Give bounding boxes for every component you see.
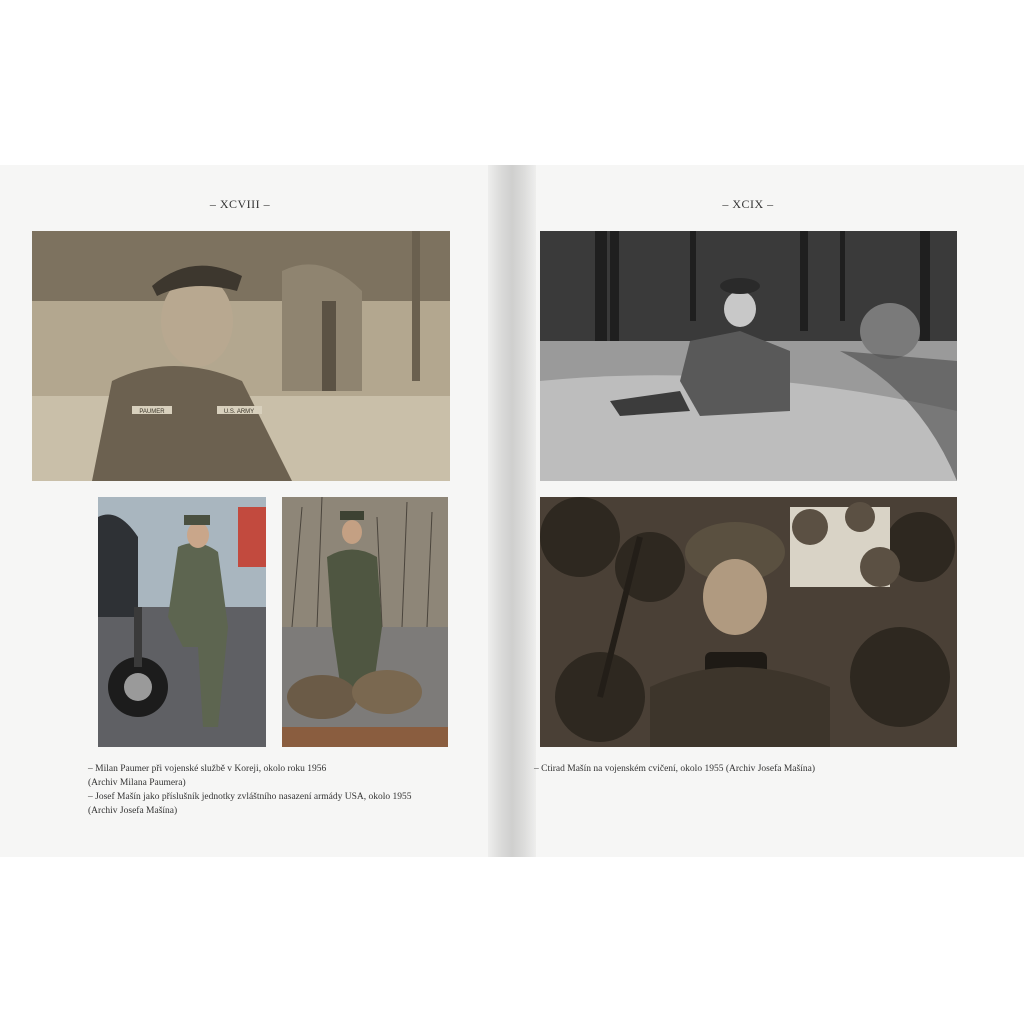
photo-soldier-winter (282, 497, 448, 747)
caption-line: – Josef Mašín jako příslušník jednotky zvláštního nasazení armády USA, okolo 1955 (88, 792, 412, 802)
photo-korea-portrait (32, 231, 450, 481)
photo-soldier-binoculars (540, 497, 957, 747)
name-tape: PAUMER (139, 409, 165, 415)
right-page-captions (534, 762, 954, 776)
caption-line: – Milan Paumer při vojenské službě v Koreji, okolo roku 1956 (88, 764, 327, 774)
photo-soldier-forest (540, 231, 957, 481)
army-tape: U.S. ARMY (223, 409, 255, 415)
caption-line: (Archiv Milana Paumera) (88, 778, 186, 788)
caption-line: – Ctirad Mašín na vojenském cvičení, okolo 1955 (Archiv Josefa Mašína) (534, 764, 815, 774)
caption-line: (Archiv Josefa Mašína) (88, 806, 178, 816)
left-page-captions (88, 762, 458, 818)
photo-soldier-plane (98, 497, 266, 747)
book-spread (0, 165, 1024, 857)
right-page-folio: – XCIX – (722, 197, 774, 211)
left-page-folio: – XCVIII – (209, 197, 271, 211)
gutter (488, 165, 536, 857)
